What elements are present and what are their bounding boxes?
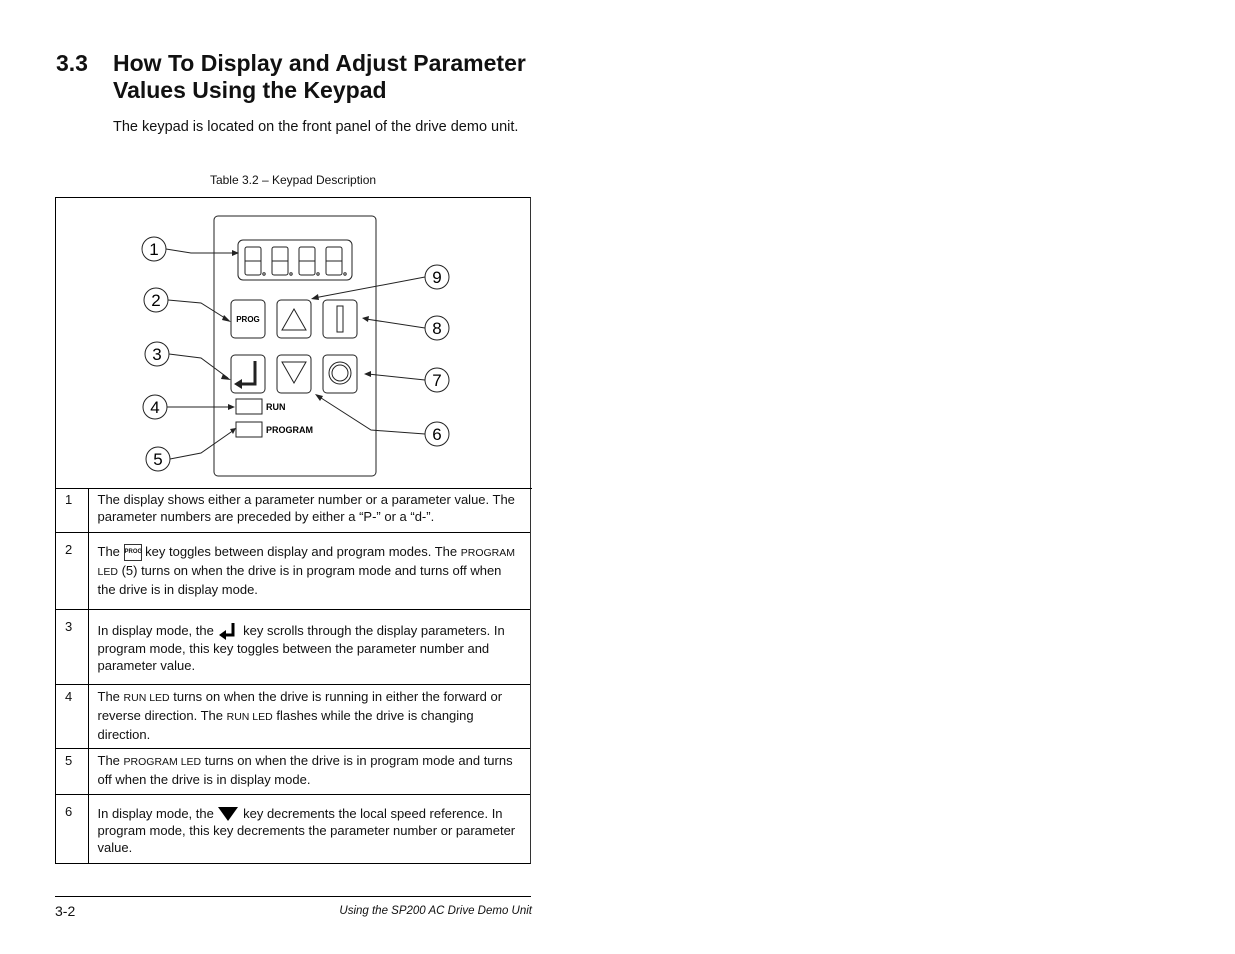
run-led-label: RUN — [266, 402, 286, 412]
row-number: 1 — [56, 488, 88, 532]
row-text: In display mode, the key scrolls through the display parameters. In program mode, this key toggles between the parameter number and parameter value. — [88, 609, 530, 684]
table-row — [56, 609, 530, 684]
row-number: 2 — [56, 532, 88, 609]
row-text: The PROGRAM LED turns on when the drive is in program mode and turns off when the drive is in display mode. — [88, 748, 530, 794]
enter-icon — [240, 361, 255, 384]
up-key — [277, 300, 311, 338]
page-number: 3-2 — [55, 903, 76, 919]
row-number: 3 — [56, 609, 88, 684]
seven-segment-display — [238, 240, 352, 280]
down-key — [277, 355, 311, 393]
row-number: 4 — [56, 684, 88, 748]
program-led — [236, 422, 262, 437]
table-row — [56, 684, 530, 748]
keypad-diagram — [56, 198, 532, 488]
section-number: 3.3 — [56, 50, 88, 76]
down-arrow-key-icon — [217, 806, 239, 822]
callout-7: 7 — [432, 371, 442, 390]
row-text: In display mode, the key decrements the local speed reference. In program mode, this key decrements the parameter number or parameter value. — [97, 805, 516, 856]
table-caption: Table 3.2 – Keypad Description — [209, 173, 377, 187]
program-led-label: PROGRAM — [266, 425, 313, 435]
table-row — [56, 748, 530, 794]
up-arrow-icon — [282, 309, 306, 330]
section-title: How To Display and Adjust Parameter Values Using the Keypad — [113, 50, 526, 103]
stop-key — [323, 355, 357, 393]
row-text: The PROG key toggles between display and program modes. The PROGRAM LED (5) turns on when the drive is in program mode and turns off when the drive is in display mode. — [88, 532, 530, 609]
prog-key-icon: PROG — [124, 544, 142, 561]
prog-key-label: PROG — [236, 315, 260, 324]
callout-3: 3 — [152, 345, 162, 364]
enter-key-icon — [217, 622, 239, 640]
arrow-heads — [221, 250, 371, 434]
row-number: 6 — [56, 794, 88, 864]
table-row — [56, 794, 530, 864]
footer-title: Using the SP200 AC Drive Demo Unit — [339, 905, 532, 917]
callouts — [142, 237, 449, 471]
row-text: The display shows either a parameter number or a parameter value. The parameter numbers are preceded by either a “P-” or a “d-”. — [88, 488, 530, 532]
callout-8: 8 — [432, 319, 442, 338]
callout-4: 4 — [150, 398, 160, 417]
enter-key — [231, 355, 265, 393]
callout-6: 6 — [432, 425, 442, 444]
row-number: 5 — [56, 748, 88, 794]
start-icon — [337, 306, 343, 332]
display-digits — [245, 247, 346, 275]
intro-paragraph: The keypad is located on the front panel of the drive demo unit. — [113, 119, 519, 135]
keypad-table — [55, 197, 531, 864]
footer-rule — [55, 896, 531, 897]
callout-5: 5 — [153, 450, 163, 469]
run-led — [236, 399, 262, 414]
table-row — [56, 532, 530, 609]
down-arrow-icon — [282, 362, 306, 383]
callout-2: 2 — [151, 291, 161, 310]
callout-9: 9 — [432, 268, 442, 287]
table-row — [56, 488, 530, 532]
row-text: The RUN LED turns on when the drive is running in either the forward or reverse direction. The RUN LED flashes while the drive is changing direction. — [88, 684, 530, 748]
callout-1: 1 — [149, 240, 159, 259]
keypad-description-table — [56, 488, 530, 864]
keypad-figure — [56, 198, 532, 489]
